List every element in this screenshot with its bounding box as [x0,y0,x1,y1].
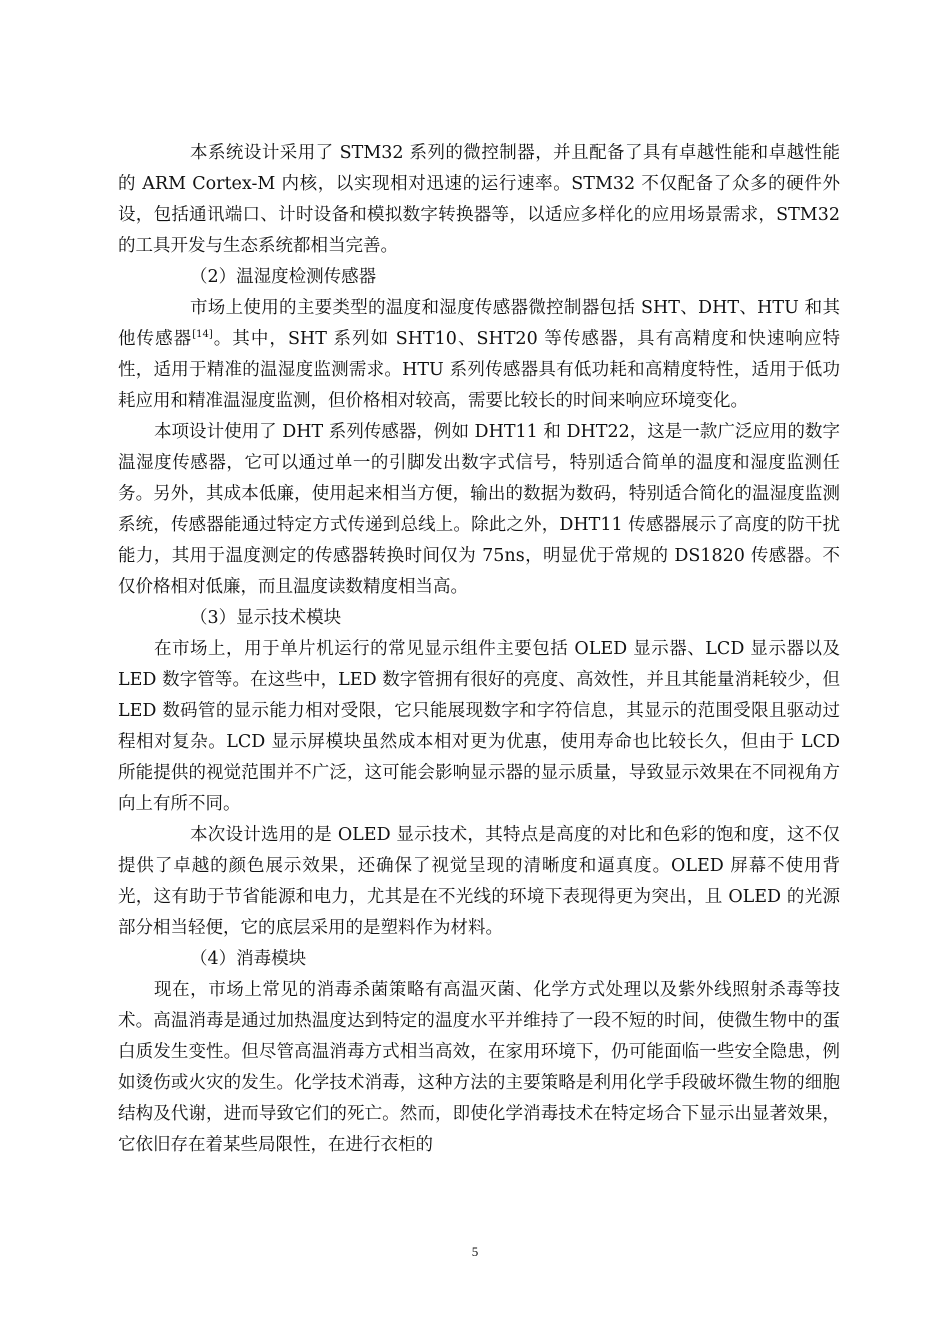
paragraph-sensor-market-text-a: 市场上使用的主要类型的温度和湿度传感器微控制器包括 SHT、DHT、HTU 和其他传感器 [118,298,840,349]
paragraph-disinfection: 现在，市场上常见的消毒杀菌策略有高温灭菌、化学方式处理以及紫外线照射杀毒等技术。高温消毒是通过加热温度达到特定的温度水平并维持了一段不短的时间，使微生物中的蛋白质发生变性。但尽管高温消毒方式相当高效，在家用环境下，仍可能面临一些安全隐患，例如烫伤或火灾的发生。化学技术消毒，这种方法的主要策略是利用化学手段破坏微生物的细胞结构及代谢，进而导致它们的死亡。然而，即使化学消毒技术在特定场合下显示出显著效果，它依旧存在着某些局限性，在进行衣柜的 [118,980,840,1155]
paragraph-sensor-market-text-b: 。其中，SHT 系列如 SHT10、SHT20 等传感器，具有高精度和快速响应特性，适用于精准的温湿度监测需求。HTU 系列传感器具有低功耗和高精度特性，适用于低功耗应用和精准温湿度监测，但价格相对较高，需要比较长的时间来响应环境变化。 [118,329,840,411]
paragraph-display-market: 在市场上，用于单片机运行的常见显示组件主要包括 OLED 显示器、LCD 显示器以及 LED 数字管等。在这些中，LED 数字管拥有很好的亮度、高效性，并且其能量消耗较少，但 LED 数码管的显示能力相对受限，它只能展现数字和字符信息，其显示的范围受限且驱动过程相对复杂。LCD 显示屏模块虽然成本相对更为优惠，使用寿命也比较长久，但由于 LCD 所能提供的视觉范围并不广泛，这可能会影响显示器的显示质量，导致显示效果在不同视角方向上有所不同。 [118,639,840,814]
paragraph-oled: 本次设计选用的是 OLED 显示技术，其特点是高度的对比和色彩的饱和度，这不仅提供了卓越的颜色展示效果，还确保了视觉呈现的清晰度和逼真度。OLED 屏幕不使用背光，这有助于节省能源和电力，尤其是在不光线的环境下表现得更为突出，且 OLED 的光源部分相当轻便，它的底层采用的是塑料作为材料。 [118,825,840,938]
section-heading-temp-humidity-sensor: （2）温湿度检测传感器 [190,267,377,287]
body-text [118,138,840,1161]
section-heading-disinfection-module: （4）消毒模块 [190,949,307,969]
page-number: 5 [471,1244,479,1259]
paragraph-dht-sensor: 本项设计使用了 DHT 系列传感器，例如 DHT11 和 DHT22，这是一款广泛应用的数字温湿度传感器，它可以通过单一的引脚发出数字式信号，特别适合简单的温度和湿度监测任务。另外，其成本低廉，使用起来相当方便，输出的数据为数码，特别适合简化的温湿度监测系统，传感器能通过特定方式传递到总线上。除此之外，DHT11 传感器展示了高度的防干扰能力，其用于温度测定的传感器转换时间仅为 75ns，明显优于常规的 DS1820 传感器。不仅价格相对低廉，而且温度读数精度相当高。 [118,422,840,597]
paragraph-sensor-market [118,293,840,417]
paragraph-stm32: 本系统设计采用了 STM32 系列的微控制器，并且配备了具有卓越性能和卓越性能的 ARM Cortex-M 内核，以实现相对迅速的运行速率。STM32 不仅配备了众多的硬件外设，包括通讯端口、计时设备和模拟数字转换器等，以适应多样化的应用场景需求，STM32 的工具开发与生态系统都相当完善。 [118,143,840,256]
section-heading-display-module: （3）显示技术模块 [190,608,342,628]
citation-reference: [14] [192,329,213,341]
